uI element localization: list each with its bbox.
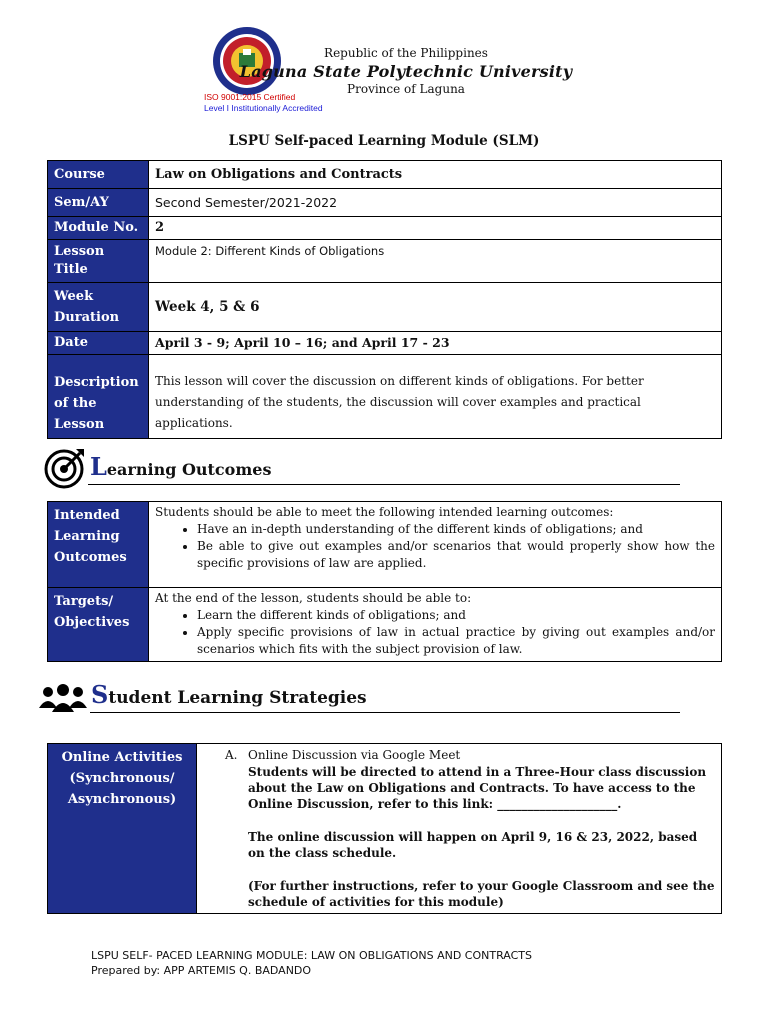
- description-label-line3: Lesson: [54, 417, 105, 432]
- targets-label-line2: Objectives: [54, 615, 130, 630]
- activity-content: [227, 747, 715, 910]
- online-activities-label: [48, 744, 197, 914]
- table-row: [48, 217, 722, 240]
- week-label: [48, 283, 149, 332]
- date-value: April 3 - 9; April 10 – 16; and April 17 - 23: [149, 332, 722, 355]
- targets-label: [48, 588, 149, 662]
- table-row: [48, 744, 722, 914]
- online-label-line1: Online Activities: [61, 750, 183, 765]
- intended-label-line3: Outcomes: [54, 550, 127, 565]
- activity-title: Online Discussion via Google Meet: [248, 748, 461, 762]
- activity-para-2: The online discussion will happen on April 9, 16 & 23, 2022, based on the class schedule.: [248, 830, 698, 860]
- table-row: [48, 355, 722, 439]
- activity-para-1: Students will be directed to attend in a Three-Hour class discussion about the Law on Obligations and Contracts. To have access to the Online Discussion, refer to this link: ____________________.: [248, 765, 707, 811]
- strategies-table: [47, 743, 722, 914]
- province-text: Province of Laguna: [347, 82, 465, 96]
- intended-label-line1: Intended: [54, 508, 120, 523]
- activity-para-3: (For further instructions, refer to your Google Classroom and see the schedule of activities for this module): [248, 879, 715, 909]
- targets-intro: At the end of the lesson, students should be able to:: [155, 591, 472, 605]
- table-row: [48, 189, 722, 217]
- online-activities-value: [197, 744, 722, 914]
- module-label: Module No.: [48, 217, 149, 240]
- republic-text: Republic of the Philippines: [324, 46, 488, 60]
- description-label: [48, 355, 149, 439]
- description-label-line1: Description: [54, 375, 139, 390]
- course-value: Law on Obligations and Contracts: [149, 161, 722, 189]
- sem-value: Second Semester/2021-2022: [149, 189, 722, 217]
- heading-initial: S: [91, 680, 109, 709]
- sem-label: Sem/AY: [48, 189, 149, 217]
- list-item: • Apply specific provisions of law in actual practice by giving out examples and/or scenarios which fits with the subject provision of law.: [197, 624, 715, 658]
- iso-certification: ISO 9001:2015 Certified: [204, 92, 296, 102]
- week-value: Week 4, 5 & 6: [149, 283, 722, 332]
- date-label: Date: [48, 332, 149, 355]
- intended-label-line2: Learning: [54, 529, 120, 544]
- list-item: • Be able to give out examples and/or scenarios that would properly show how the specific provisions of law are applied.: [197, 538, 715, 572]
- course-label: Course: [48, 161, 149, 189]
- heading-initial: L: [90, 452, 107, 481]
- intended-outcomes-value: [149, 502, 722, 588]
- online-label-line3: Asynchronous): [67, 792, 177, 807]
- people-group-icon: [38, 682, 88, 714]
- university-name: Laguna State Polytechnic University: [239, 62, 573, 81]
- learning-outcomes-heading: [90, 452, 271, 481]
- table-row: [48, 161, 722, 189]
- lesson-value: Module 2: Different Kinds of Obligations: [149, 240, 722, 283]
- table-row: [48, 240, 722, 283]
- section-divider: [88, 484, 680, 485]
- activity-item: [227, 747, 715, 910]
- list-item: • Learn the different kinds of obligations; and: [197, 607, 715, 624]
- section-divider: [90, 712, 680, 713]
- targets-list: [155, 607, 715, 658]
- table-row: [48, 332, 722, 355]
- module-title: LSPU Self-paced Learning Module (SLM): [228, 133, 540, 149]
- intended-outcomes-label: [48, 502, 149, 588]
- lesson-label: Lesson Title: [48, 240, 149, 283]
- intended-list: [155, 521, 715, 572]
- item-marker: A.: [225, 748, 238, 762]
- table-row: [48, 588, 722, 662]
- heading-text: earning Outcomes: [106, 460, 272, 479]
- description-label-line2: of the: [54, 396, 97, 411]
- footer-module-line: LSPU SELF- PACED LEARNING MODULE: LAW ON OBLIGATIONS AND CONTRACTS: [91, 949, 533, 962]
- targets-value: [149, 588, 722, 662]
- table-row: [48, 502, 722, 588]
- module-value: 2: [149, 217, 722, 240]
- week-label-line2: Duration: [54, 310, 120, 325]
- target-icon: [44, 447, 86, 489]
- intended-intro: Students should be able to meet the following intended learning outcomes:: [155, 505, 614, 519]
- heading-text: tudent Learning Strategies: [108, 688, 367, 708]
- week-label-line1: Week: [54, 289, 94, 304]
- online-label-line2: (Synchronous/: [69, 771, 175, 786]
- targets-label-line1: Targets/: [54, 594, 114, 609]
- footer-prepared-by: Prepared by: APP ARTEMIS Q. BADANDO: [91, 964, 312, 977]
- description-value: This lesson will cover the discussion on different kinds of obligations. For better understanding of the students, the discussion will cover examples and practical applications.: [149, 355, 722, 439]
- outcomes-table: [47, 501, 722, 662]
- list-item: • Have an in-depth understanding of the different kinds of obligations; and: [197, 521, 715, 538]
- table-row: [48, 283, 722, 332]
- accreditation-text: Level I Institutionally Accredited: [204, 103, 323, 113]
- strategies-heading: [91, 680, 367, 709]
- course-info-table: [47, 160, 722, 439]
